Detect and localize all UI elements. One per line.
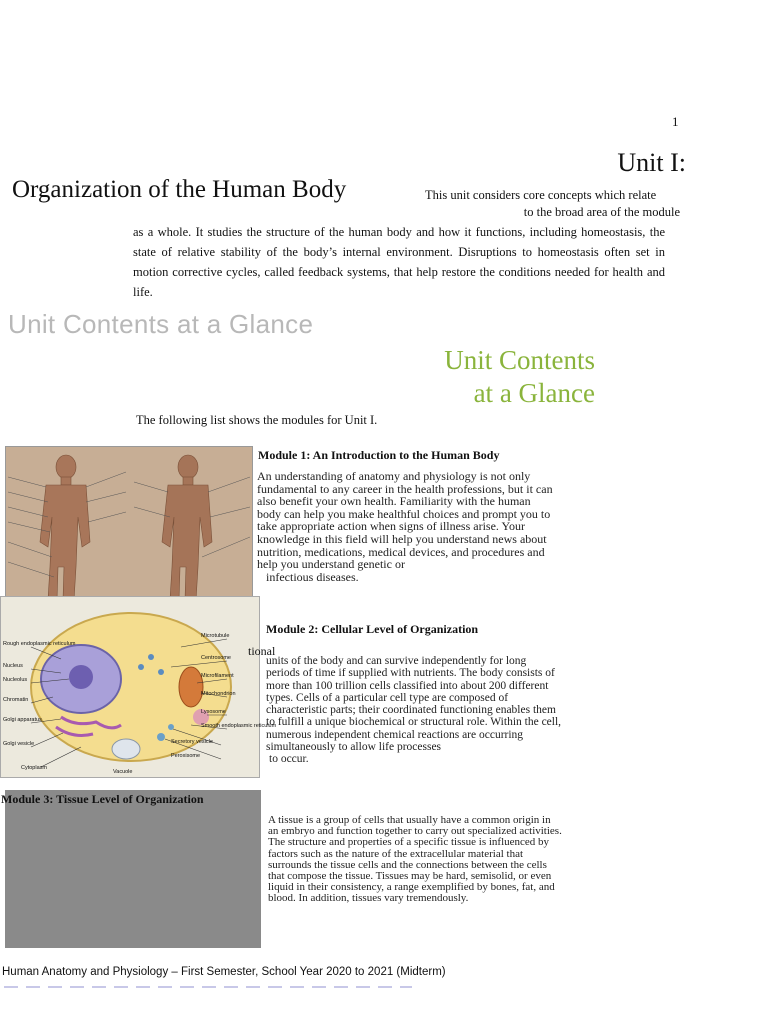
tissue-image-placeholder [5,790,261,948]
footer-rule [4,986,412,988]
green-heading-line-1: Unit Contents [444,345,595,375]
cell-label-cytoplasm: Cytoplasm [21,765,47,771]
cell-label-golgi-apparatus: Golgi apparatus [3,717,42,723]
cell-label-rough-er: Rough endoplasmic reticulum [3,641,76,647]
module-2-text: units of the body and can survive independently for long periods of time if supplied with nutrients. The body consists of more than 100 trillion cells classified into about 200 different types. Cells of a particular cell type are composed of characteristic parts; their coordinated functioning enables them to fulfill a unique biochemical or structural role. Within the cell, numerous independent chemical reactions are occurring simultaneously to allow life processes [266,655,562,754]
module-3-heading: Module 3: Tissue Level of Organization [1,792,204,806]
cell-label-microfilament: Microfilament [201,673,234,679]
cell-label-secretory-vesicle: Secretory vesicle [171,739,213,745]
intro-paragraph: as a whole. It studies the structure of the human body and how it functions, including homeostasis, the state of relative stability of the body’s internal environment. Disruptions to homeostasis often set in motion corrective cycles, called feedback systems, that help restore the conditions needed for health and life. [133,225,665,299]
cell-label-mitochondrion: Mitochondrion [201,691,236,697]
module-2-body [266,655,562,766]
cell-label-centrosome: Centrosome [201,655,231,661]
organization-title: Organization of the Human Body [12,176,347,203]
cell-label-golgi-vesicle: Golgi vesicle [3,741,35,747]
green-heading [444,344,595,410]
green-heading-line-2: at a Glance [473,378,595,408]
cell-label-microtubule: Microtubule [201,633,230,639]
module-2-overlap-text: tional [248,644,276,658]
cell-label-nucleolus: Nucleolus [3,677,28,683]
module-3-body: A tissue is a group of cells that usually have a common origin in an embryo and function together to carry out specialized activities. The structure and properties of a specific tissue is influenced by factors such as the nature of the extracellular material that surrounds the tissue cells and the connections between the cells that compose the tissue. Tissues may be hard, semisolid, or even liquid in their consistency, a range exemplified by bones, fat, and blood. In addition, tissues vary tremendously. [268,814,562,905]
cell-label-lysosome: Lysosome [201,709,226,715]
intro-line-1: This unit considers core concepts which relate [425,188,657,202]
module-2-heading: Module 2: Cellular Level of Organization [266,622,479,636]
page-number: 1 [672,114,679,129]
module-1-text-end: infectious diseases. [266,569,359,584]
cell-label-vacuole: Vacuole [113,769,133,775]
cell-label-chromatin: Chromatin [3,697,29,703]
ghost-heading: Unit Contents at a Glance [8,309,314,339]
unit-title: Unit I: [617,148,686,177]
cell-label-peroxisome: Peroxisome [171,753,201,759]
page-footer: Human Anatomy and Physiology – First Semester, School Year 2020 to 2021 (Midterm) [2,966,446,978]
cell-label-nucleus: Nucleus [3,663,23,669]
module-list-intro: The following list shows the modules for Unit I. [136,413,378,427]
cell-label-smooth-er: Smooth endoplasmic reticulum [201,723,277,729]
intro-line-2: to the broad area of the module [523,205,680,219]
module-2-text-end: to occur. [269,753,309,766]
module-1-text: An understanding of anatomy and physiology is not only fundamental to any career in the health professions, but it can also benefit your own health. Familiarity with the human body can help you make healthful choices and prompt you to take appropriate action when signs of illness arise. Your knowledge in this field will help you understand news about nutrition, medications, medical devices, and procedures and help you understand genetic or [257,469,553,572]
module-1-body [257,470,557,583]
module-1-heading: Module 1: An Introduction to the Human Body [258,448,500,462]
